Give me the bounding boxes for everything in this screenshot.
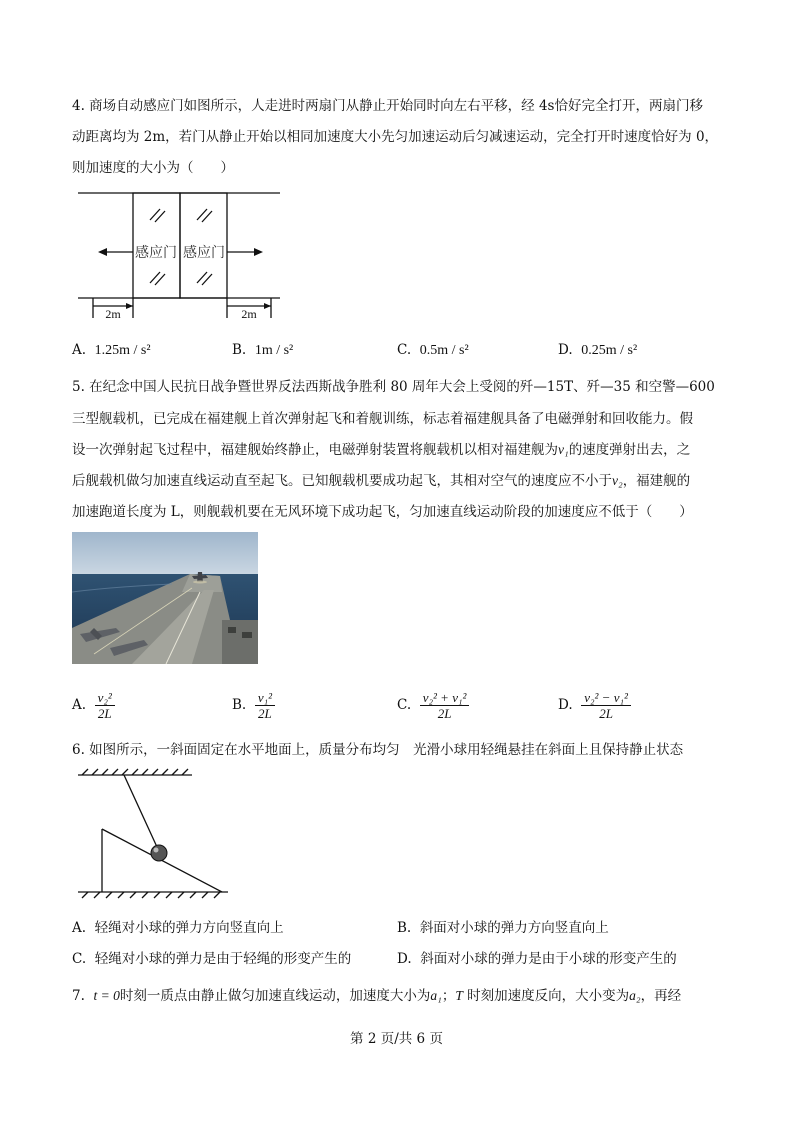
q5-text-line2: 三型舰载机，已完成在福建舰上首次弹射起飞和着舰训练，标志着福建舰具备了电磁弹射和回收能力。假: [72, 411, 693, 427]
q5-option-c: C. $\frac{\text{v₂² + v₁²}}{2L}$: [397, 690, 469, 721]
q4-text-line1: 4. 商场自动感应门如图所示，人走进时两扇门从静止开始同时向左右平移，经 4s恰好完全打开，两扇门移: [72, 98, 703, 114]
q6-option-d: D. 斜面对小球的弹力是由于小球的形变产生的: [397, 951, 677, 967]
q4-option-b: B. 1m / s²: [232, 342, 294, 358]
door-right-label: 感应门: [183, 245, 225, 261]
q5-text-line1: 5. 在纪念中国人民抗日战争暨世界反法西斯战争胜利 80 周年大会上受阅的歼—15T、歼—35 和空警—600: [72, 379, 715, 395]
distance-right-label: 2m: [241, 307, 257, 321]
sensor-door-figure: [72, 188, 287, 323]
q6-option-b: B. 斜面对小球的弹力方向竖直向上: [397, 920, 609, 936]
q6-option-c: C. 轻绳对小球的弹力是由于轻绳的形变产生的: [72, 951, 352, 967]
distance-left-label: 2m: [105, 307, 121, 321]
aircraft-carrier-photo: [72, 532, 258, 664]
q5-text-line4: 后舰载机做匀加速直线运动直至起飞。已知舰载机要成功起飞，其相对空气的速度应不小于v₂，福建舰的: [72, 473, 691, 489]
q4-option-d: D. 0.25m / s²: [558, 342, 638, 358]
q6-text-line1: 6. 如图所示，一斜面固定在水平地面上，质量分布均匀 光滑小球用轻绳悬挂在斜面上且保持静止状态: [72, 742, 684, 758]
q5-text-line3: 设一次弹射起飞过程中，福建舰始终静止，电磁弹射装置将舰载机以相对福建舰为v₁的速度弹射出去，之: [72, 442, 691, 458]
q6-option-a: A. 轻绳对小球的弹力方向竖直向上: [72, 920, 284, 936]
q7-text-line1: 7. t = 0时刻一质点由静止做匀加速直线运动，加速度大小为a₁；T 时刻加速度反向，大小变为a₂，再经: [72, 988, 682, 1004]
q5-option-a: A. $\frac{\text{v₂²}}{2L}$: [72, 690, 115, 721]
q5-text-line5: 加速跑道长度为 L，则舰载机要在无风环境下成功起飞，匀加速直线运动阶段的加速度应不低于（ ）: [72, 504, 693, 520]
door-left-label: 感应门: [135, 245, 177, 261]
q5-option-d: D. $\frac{\text{v₂² − v₁²}}{2L}$: [558, 690, 631, 721]
ball: [151, 845, 167, 861]
q5-option-b: B. $\frac{\text{v₁²}}{2L}$: [232, 690, 275, 721]
q4-text-line3: 则加速度的大小为（ ）: [72, 160, 234, 176]
q4-text-line2: 动距离均为 2m，若门从静止开始以相同加速度大小先匀加速运动后匀减速运动，完全打开时速度恰好为 0，: [72, 129, 719, 145]
q4-option-c: C. 0.5m / s²: [397, 342, 469, 358]
incline-ball-figure: [72, 767, 232, 905]
page-footer: 第 2 页/共 6 页: [350, 1031, 443, 1047]
q4-option-a: A. 1.25m / s²: [72, 342, 151, 358]
